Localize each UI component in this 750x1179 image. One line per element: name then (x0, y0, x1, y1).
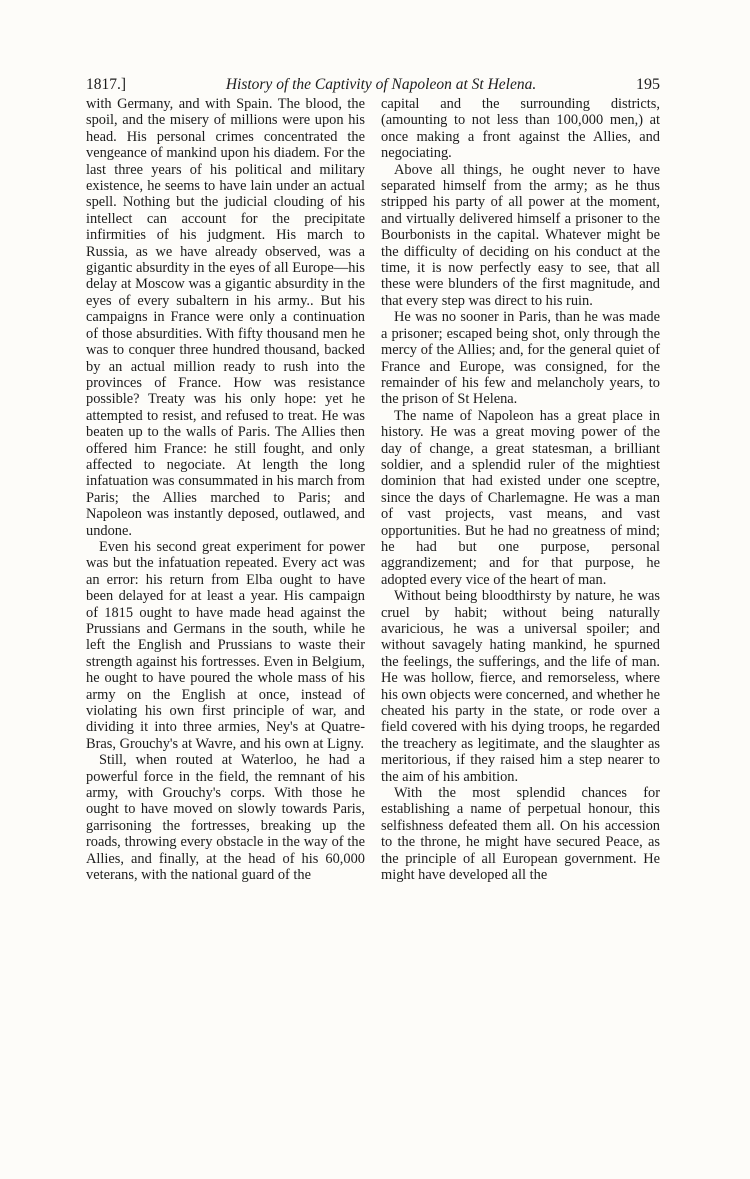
paragraph: capital and the surrounding districts, (amounting to not less than 100,000 men,) at once making a front against the Allies, and negociating. (381, 96, 660, 162)
paragraph: He was no sooner in Paris, than he was made a prisoner; escaped being shot, only through the mercy of the Allies; and, for the general quiet of France and Europe, was consigned, for the remainder of his few and melancholy years, to the prison of St Helena. (381, 309, 660, 408)
right-column (381, 96, 660, 884)
running-header (86, 76, 660, 94)
paragraph: Without being bloodthirsty by nature, he was cruel by habit; without being naturally avaricious, he was a universal spoiler; and without savagely hating mankind, he spurned the feelings, the sufferings, and the life of man. He was hollow, fierce, and remorseless, where his own objects were concerned, and whether he cheated his party in the state, or rode over a field covered with his dying troops, he regarded the treachery as legitimate, and the slaughter as meritorious, if they raised him a step nearer to the aim of his ambition. (381, 588, 660, 785)
paragraph: With the most splendid chances for establishing a name of perpetual honour, this selfishness defeated them all. On his accession to the throne, he might have secured Peace, as the principle of all European government. He might have developed all the (381, 785, 660, 884)
paragraph: The name of Napoleon has a great place in history. He was a great moving power of the day of change, a great statesman, a brilliant soldier, and a splendid ruler of the mightiest dominion that had existed under one sceptre, since the days of Charlemagne. He was a man of vast projects, vast means, and vast opportunities. But he had no greatness of mind; he had but one purpose, personal aggrandizement; and for that purpose, he adopted every vice of the heart of man. (381, 407, 660, 588)
paragraph: Still, when routed at Waterloo, he had a powerful force in the field, the remnant of his army, with Grouchy's corps. With those he ought to have moved on slowly towards Paris, garrisoning the fortresses, breaking up the roads, throwing every obstacle in the way of the Allies, and finally, at the head of his 60,000 veterans, with the national guard of the (86, 752, 365, 884)
left-column (86, 96, 365, 884)
running-title: History of the Captivity of Napoleon at St Helena. (225, 76, 537, 93)
paragraph: Even his second great experiment for power was but the infatuation repeated. Every act was an error: his return from Elba ought to have been delayed for at least a year. His campaign of 1815 ought to have made head against the Prussians and Germans in the south, while he left the English and Prussians to waste their strength against his fortresses. Even in Belgium, he ought to have poured the whole mass of his army on the English at once, instead of violating his own first principle of war, and dividing it into three armies, Ney's at Quatre-Bras, Grouchy's at Wavre, and his own at Ligny. (86, 538, 365, 752)
header-year: 1817.] (86, 76, 127, 93)
paragraph: Above all things, he ought never to have separated himself from the army; as he thus stripped his party of all power at the moment, and virtually delivered himself a prisoner to the Bourbonists in the capital. Whatever might be the difficulty of deciding on his conduct at the time, it is now perfectly easy to see, that all these were blunders of the first magnitude, and that every step was direct to his ruin. (381, 161, 660, 309)
paragraph: with Germany, and with Spain. The blood, the spoil, and the misery of millions were upon his head. His personal crimes concentrated the vengeance of mankind upon his diadem. For the last three years of his political and military existence, he seems to have lain under an actual spell. Nothing but the judicial clouding of his intellect can account for the precipitate infirmities of his judgment. His march to Russia, as we have already observed, was a gigantic absurdity in the eyes of all Europe—his delay at Moscow was a gigantic absurdity in the eyes of every subaltern in his army.. But his campaigns in France were only a continuation of those absurdities. With fifty thousand men he was to conquer three hundred thousand, backed by an actual million ready to rush into the provinces of France. How was resistance possible? Treaty was his only hope: yet he attempted to resist, and refused to treat. He was beaten up to the walls of Paris. The Allies then offered him France: he still fought, and only affected to negociate. At length the long infatuation was consummated in his march from Paris; the Allies marched to Paris; and Napoleon was instantly deposed, outlawed, and undone. (86, 96, 365, 539)
page-number: 195 (635, 76, 660, 93)
